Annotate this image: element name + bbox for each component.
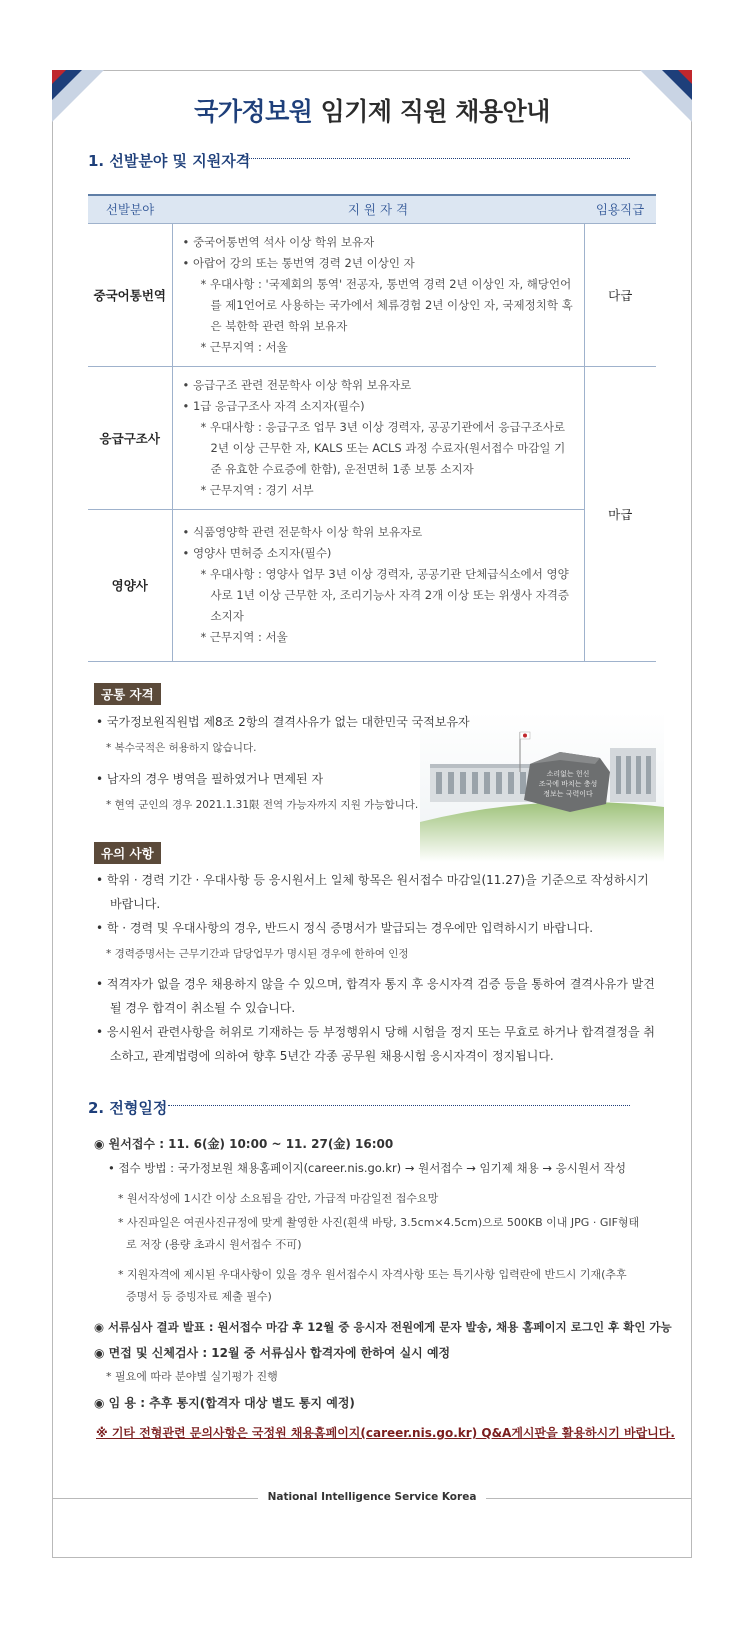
qualification-point: • 아랍어 강의 또는 통번역 경력 2년 이상인 자: [182, 255, 415, 270]
qualification-note: * 근무지역 : 서울: [200, 630, 288, 644]
page-title: 국가정보원 임기제 직원 채용안내: [194, 97, 550, 126]
header-qualification: 지 원 자 격: [172, 195, 584, 223]
header-field: 선발분야: [88, 195, 172, 223]
table-row: [88, 509, 656, 661]
schedule-interview: ◉ 면접 및 신체검사 : 12월 중 서류심사 합격자에 한하여 실시 예정: [94, 1346, 451, 1360]
svg-text:소리없는 헌신: 소리없는 헌신: [546, 770, 590, 778]
schedule-docs: ◉ 서류심사 결과 발표 : 원서접수 마감 후 12월 중 응시자 전원에게 문자 발송, 채용 홈페이지 로그인 후 확인 가능: [94, 1320, 672, 1334]
caution-item: • 학위 · 경력 기간 · 우대사항 등 응시원서上 일체 항목은 원서접수 마감일(11.27)을 기준으로 작성하시기 바랍니다.: [96, 873, 649, 911]
section2-divider: [168, 1105, 630, 1106]
qualification-point: • 중국어통번역 석사 이상 학위 보유자: [182, 234, 375, 249]
schedule-note: * 원서작성에 1시간 이상 소요됨을 감안, 가급적 마감일전 접수요망: [118, 1192, 439, 1205]
qualification-note: * 우대사항 : 응급구조 업무 3년 이상 경력자, 공공기관에서 응급구조사로 2년 이상 근무한 자, KALS 또는 ACLS 과정 수료자(원서접수 마감일 기준 유효한 수료증에 한함), 운전면허 1종 보통 소지자: [200, 419, 566, 476]
footer-text: National Intelligence Service Korea: [258, 1491, 487, 1503]
headquarters-illustration: [420, 712, 664, 862]
row-qualifications: [172, 509, 584, 661]
caution-tag: 유의 사항: [94, 842, 161, 864]
qualification-note: * 근무지역 : 서울: [200, 339, 288, 354]
section1-divider: [246, 158, 630, 159]
row-grade: 마급: [584, 366, 656, 661]
qualification-point: • 식품영양학 관련 전문학사 이상 학위 보유자로: [182, 525, 423, 539]
qualification-note: * 우대사항 : '국제회의 통역' 전공자, 통번역 경력 2년 이상인 자, 해당언어를 제1언어로 사용하는 국가에서 체류경험 2년 이상인 자, 국제정치학 혹은 북한학 관련 학위 보유자: [200, 276, 573, 333]
row-grade: 다급: [584, 223, 656, 366]
common-note: * 복수국적은 허용하지 않습니다.: [106, 742, 257, 754]
caution-note: * 경력증명서는 근무기간과 담당업무가 명시된 경우에 한하여 인정: [106, 948, 409, 960]
common-item: • 남자의 경우 병역을 필하였거나 면제된 자: [96, 772, 324, 786]
common-qualification-tag: 공통 자격: [94, 683, 161, 705]
table-row: [88, 223, 656, 366]
schedule-note: * 사진파일은 여권사진규정에 맞게 촬영한 사진(흰색 바탕, 3.5cm×4.5cm)으로 500KB 이내 JPG · GIF형태로 저장 (용량 초과시 원서접수 不可): [118, 1216, 640, 1251]
schedule-appoint: ◉ 임 용 : 추후 통지(합격자 대상 별도 통지 예정): [94, 1396, 355, 1410]
table-row: [88, 366, 656, 509]
common-note: * 현역 군인의 경우 2021.1.31限 전역 가능자까지 지원 가능합니다.: [106, 799, 419, 811]
schedule-note: * 지원자격에 제시된 우대사항이 있을 경우 원서접수시 자격사항 또는 특기사항 입력란에 반드시 기재(추후 증명서 등 증빙자료 제출 필수): [118, 1268, 627, 1303]
row-field: 영양사: [88, 509, 172, 661]
caution-item: • 적격자가 없을 경우 채용하지 않을 수 있으며, 합격자 통지 후 응시자격 검증 등을 통하여 결격사유가 발견될 경우 합격이 취소될 수 있습니다.: [96, 977, 655, 1015]
footer: [0, 1491, 744, 1503]
row-field: 응급구조사: [88, 366, 172, 509]
svg-text:정보는 국력이다: 정보는 국력이다: [543, 790, 593, 798]
schedule-apply: ◉ 원서접수 : 11. 6(金) 10:00 ~ 11. 27(金) 16:00: [94, 1137, 394, 1151]
section2-title: 2. 전형일정: [88, 1099, 168, 1117]
qualification-note: * 우대사항 : 영양사 업무 3년 이상 경력자, 공공기관 단체급식소에서 영양사로 1년 이상 근무한 자, 조리기능사 자격 2개 이상 또는 위생사 자격증 소지자: [200, 567, 569, 623]
row-qualifications: [172, 223, 584, 366]
caution-item: • 학 · 경력 및 우대사항의 경우, 반드시 정식 증명서가 발급되는 경우에만 입력하시기 바랍니다.: [96, 921, 594, 935]
svg-text:조국에 바치는 충성: 조국에 바치는 충성: [538, 780, 598, 788]
schedule-method: • 접수 방법 : 국가정보원 채용홈페이지(career.nis.go.kr) → 원서접수 → 임기제 채용 → 응시원서 작성: [108, 1161, 626, 1175]
row-qualifications: [172, 366, 584, 509]
qualification-point: • 응급구조 관련 전문학사 이상 학위 보유자로: [182, 377, 412, 392]
qualification-point: • 1급 응급구조사 자격 소지자(필수): [182, 398, 365, 413]
selection-table: [88, 194, 656, 662]
section1-title: 1. 선발분야 및 지원자격: [88, 152, 251, 170]
row-field: 중국어통번역: [88, 223, 172, 366]
schedule-note: * 필요에 따라 분야별 실기평가 진행: [106, 1370, 278, 1383]
qualification-note: * 근무지역 : 경기 서부: [200, 482, 314, 497]
caution-item: • 응시원서 관련사항을 허위로 기재하는 등 부정행위시 당해 시험을 정지 또는 무효로 하거나 합격결정을 취소하고, 관계법령에 의하여 향후 5년간 각종 공무원 채용시험 응시자격이 정지됩니다.: [96, 1025, 655, 1063]
inquiry-notice: ※ 기타 전형관련 문의사항은 국정원 채용홈페이지(career.nis.go.kr) Q&A게시판을 활용하시기 바랍니다.: [96, 1426, 675, 1440]
common-item: • 국가정보원직원법 제8조 2항의 결격사유가 없는 대한민국 국적보유자: [96, 715, 470, 729]
qualification-point: • 영양사 면허증 소지자(필수): [182, 546, 332, 560]
header-grade: 임용직급: [584, 195, 656, 223]
